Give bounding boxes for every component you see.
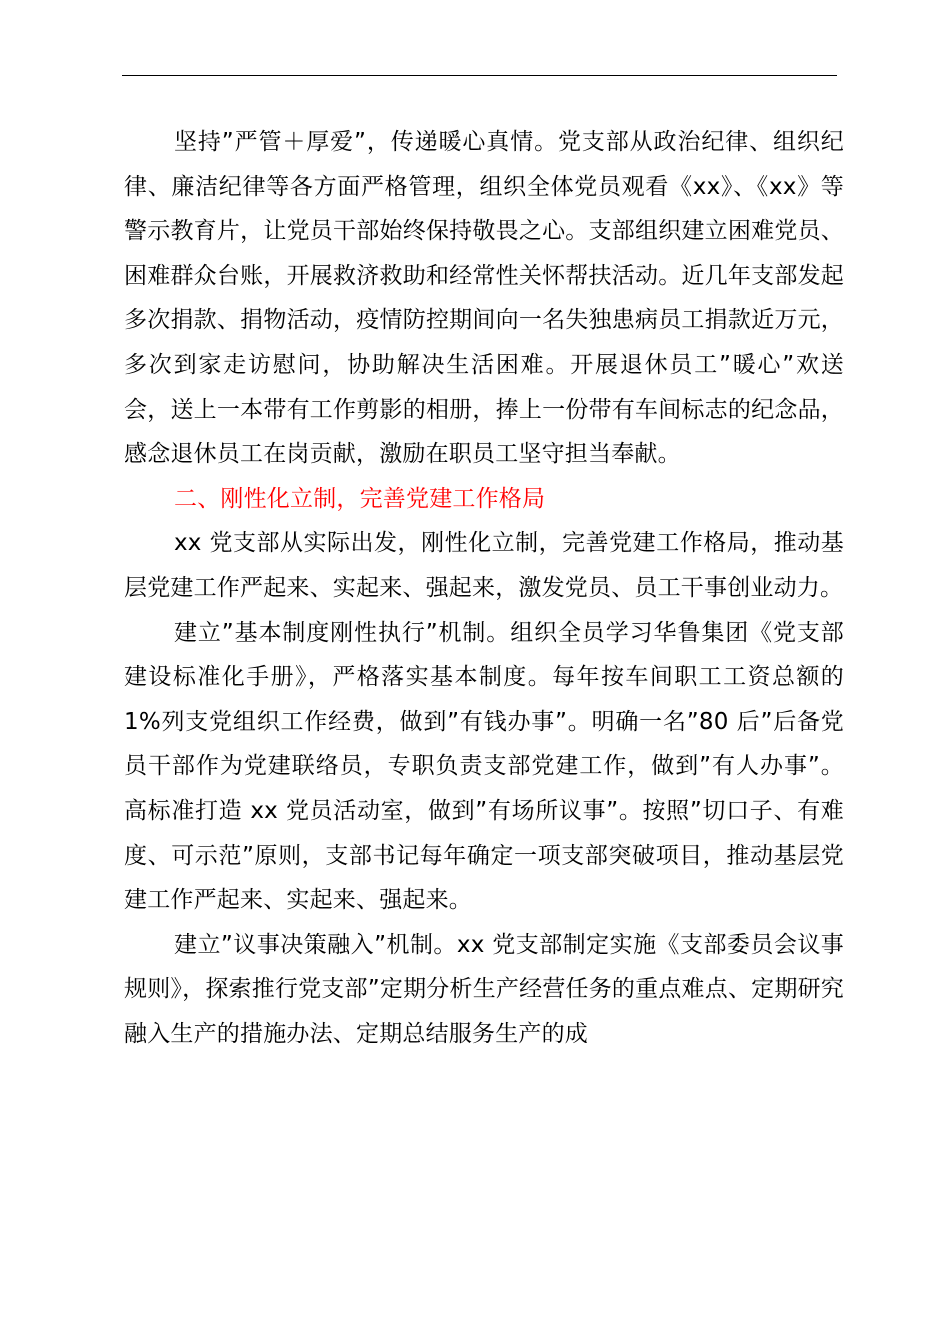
body-paragraph: 坚持”严管＋厚爱”，传递暖心真情。党支部从政治纪律、组织纪律、廉洁纪律等各方面严格管理，组织全体党员观看《xx》、《xx》等警示教育片，让党员干部始终保持敬畏之心。支部组织建立困难党员、困难群众台账，开展救济救助和经常性关怀帮扶活动。近几年支部发起多次捐款、捐物活动，疫情防控期间向一名失独患病员工捐款近万元，多次到家走访慰问，协助解决生活困难。开展退休员工”暖心”欢送会，送上一本带有工作剪影的相册，捧上一份带有车间标志的纪念品，感念退休员工在岗贡献，激励在职员工坚守担当奉献。 bbox=[124, 129, 844, 468]
document-body bbox=[124, 120, 844, 1056]
header-rule bbox=[122, 75, 837, 76]
body-paragraph: 建立”基本制度刚性执行”机制。组织全员学习华鲁集团《党支部建设标准化手册》，严格落实基本制度。每年按车间职工工资总额的 1%列支党组织工作经费，做到”有钱办事”。明确一名”80 后”后备党员干部作为党建联络员，专职负责支部党建工作，做到”有人办事”。高标准打造 xx 党员活动室，做到”有场所议事”。按照”切口子、有难度、可示范”原则，支部书记每年确定一项支部突破项目，推动基层党建工作严起来、实起来、强起来。 bbox=[124, 619, 844, 914]
section-heading: 二、刚性化立制，完善党建工作格局 bbox=[174, 485, 546, 512]
body-paragraph: xx 党支部从实际出发，刚性化立制，完善党建工作格局，推动基层党建工作严起来、实起来、强起来，激发党员、员工干事创业动力。 bbox=[124, 530, 844, 601]
body-paragraph: 建立”议事决策融入”机制。xx 党支部制定实施《支部委员会议事规则》，探索推行党支部”定期分析生产经营任务的重点难点、定期研究融入生产的措施办法、定期总结服务生产的成 bbox=[124, 931, 844, 1047]
